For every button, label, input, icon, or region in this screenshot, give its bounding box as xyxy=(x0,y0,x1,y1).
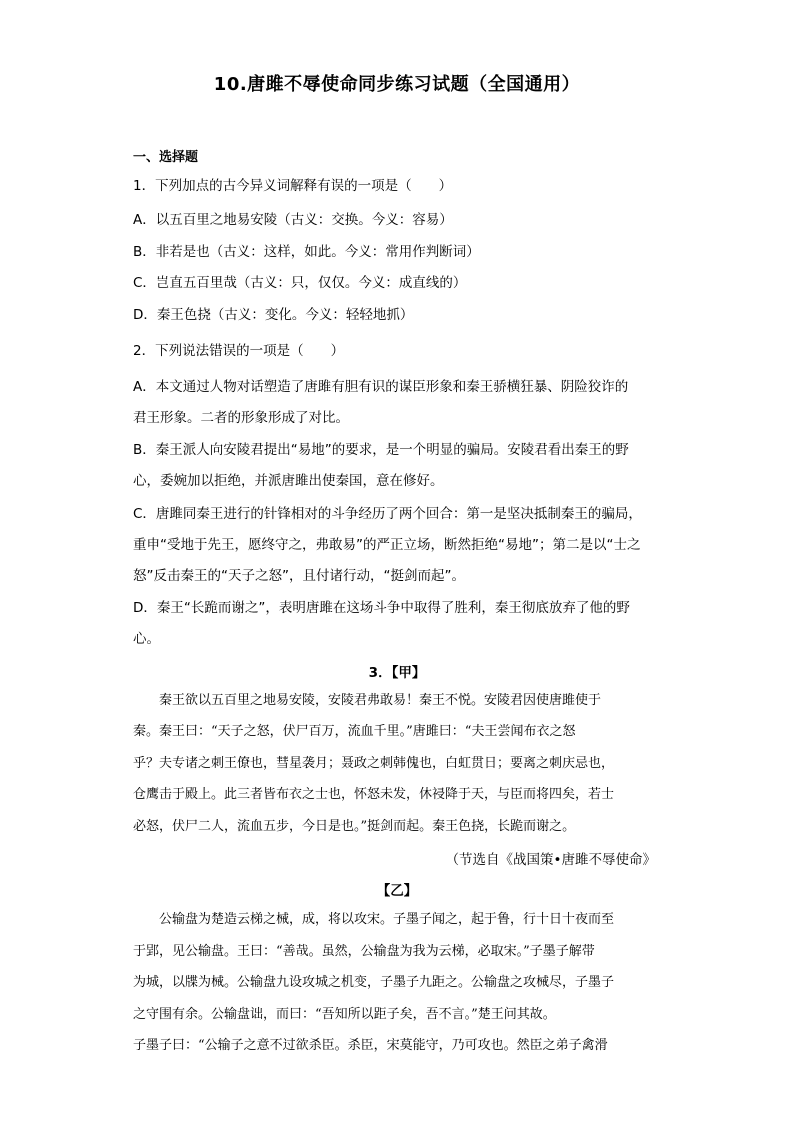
passage-jia-source: （节选自《战国策•唐雎不辱使命》 xyxy=(445,852,656,868)
question-2-option-d-line1: D．秦王“长跪而谢之”，表明唐雎在这场斗争中取得了胜利，秦王彻底放弃了他的野 xyxy=(133,600,630,616)
passage-yi-label: 【乙】 xyxy=(376,883,418,899)
passage-yi-line: 之守围有余。公输盘诎，而曰：“吾知所以距子矣，吾不言。”楚王问其故。 xyxy=(133,1007,556,1022)
page-title: 10.唐雎不辱使命同步练习试题（全国通用） xyxy=(213,74,581,95)
question-2-option-a-line2: 君王形象。二者的形象形成了对比。 xyxy=(133,410,349,426)
passage-yi-line: 公输盘为楚造云梯之械，成，将以攻宋。子墨子闻之，起于鲁，行十日十夜而至 xyxy=(133,912,615,927)
question-2-option-c-line3: 怒”反击秦王的“天子之怒”，且付诸行动，“挺剑而起”。 xyxy=(133,568,465,584)
section-heading: 一、选择题 xyxy=(133,150,199,165)
question-1-option-c: C．岂直五百里哉（古义：只，仅仅。今义：成直线的） xyxy=(133,275,467,291)
passage-jia-line: 必怒，伏尸二人，流血五步，今日是也。”挺剑而起。秦王色挠，长跪而谢之。 xyxy=(133,819,576,834)
passage-jia-line: 秦。秦王曰：“天子之怒，伏尸百万，流血千里。”唐雎曰：“夫王尝闻布衣之怒 xyxy=(133,724,576,739)
question-3-label: 3．【甲】 xyxy=(368,665,426,681)
passage-yi-line: 子墨子曰：“公输子之意不过欲杀臣。杀臣，宋莫能守，乃可攻也。然臣之弟子禽滑 xyxy=(133,1038,608,1053)
question-2-option-b-line2: 心，委婉加以拒绝，并派唐雎出使秦国，意在修好。 xyxy=(133,473,444,489)
question-1-option-b: B．非若是也（古义：这样，如此。今义：常用作判断词） xyxy=(133,244,480,260)
question-2-option-d-line2: 心。 xyxy=(133,631,160,647)
passage-jia-line: 仓鹰击于殿上。此三者皆布衣之士也，怀怒未发，休祲降于天，与臣而将四矣，若士 xyxy=(133,787,615,802)
passage-yi-line: 为城，以牒为械。公输盘九设攻城之机变，子墨子九距之。公输盘之攻械尽，子墨子 xyxy=(133,975,615,990)
question-1-option-a: A．以五百里之地易安陵（古义：交换。今义：容易） xyxy=(133,212,453,228)
question-1-option-d: D．秦王色挠（古义：变化。今义：轻轻地抓） xyxy=(133,307,414,323)
passage-yi-line: 于郢，见公输盘。王曰：“善哉。虽然，公输盘为我为云梯，必取宋。”子墨子解带 xyxy=(133,944,595,959)
question-2-option-c-line1: C．唐雎同秦王进行的针锋相对的斗争经历了两个回合：第一是坚决抵制秦王的骗局， xyxy=(133,506,642,522)
passage-jia-line: 乎？夫专诸之刺王僚也，彗星袭月；聂政之刺韩傀也，白虹贯日；要离之刺庆忌也， xyxy=(133,756,615,771)
question-2-option-b-line1: B．秦王派人向安陵君提出“易地”的要求，是一个明显的骗局。安陵君看出秦王的野 xyxy=(133,442,629,458)
question-2-stem: 2．下列说法错误的一项是（ ） xyxy=(133,343,345,359)
question-2-option-a-line1: A．本文通过人物对话塑造了唐雎有胆有识的谋臣形象和秦王骄横狂暴、阴险狡诈的 xyxy=(133,379,629,395)
question-2-option-c-line2: 重申“受地于先王，愿终守之，弗敢易”的严正立场，断然拒绝“易地”；第二是以“士之 xyxy=(133,537,641,553)
question-1-stem: 1．下列加点的古今异义词解释有误的一项是（ ） xyxy=(133,178,453,194)
passage-jia-line: 秦王欲以五百里之地易安陵，安陵君弗敢易！秦王不悦。安陵君因使唐雎使于 xyxy=(133,693,602,708)
